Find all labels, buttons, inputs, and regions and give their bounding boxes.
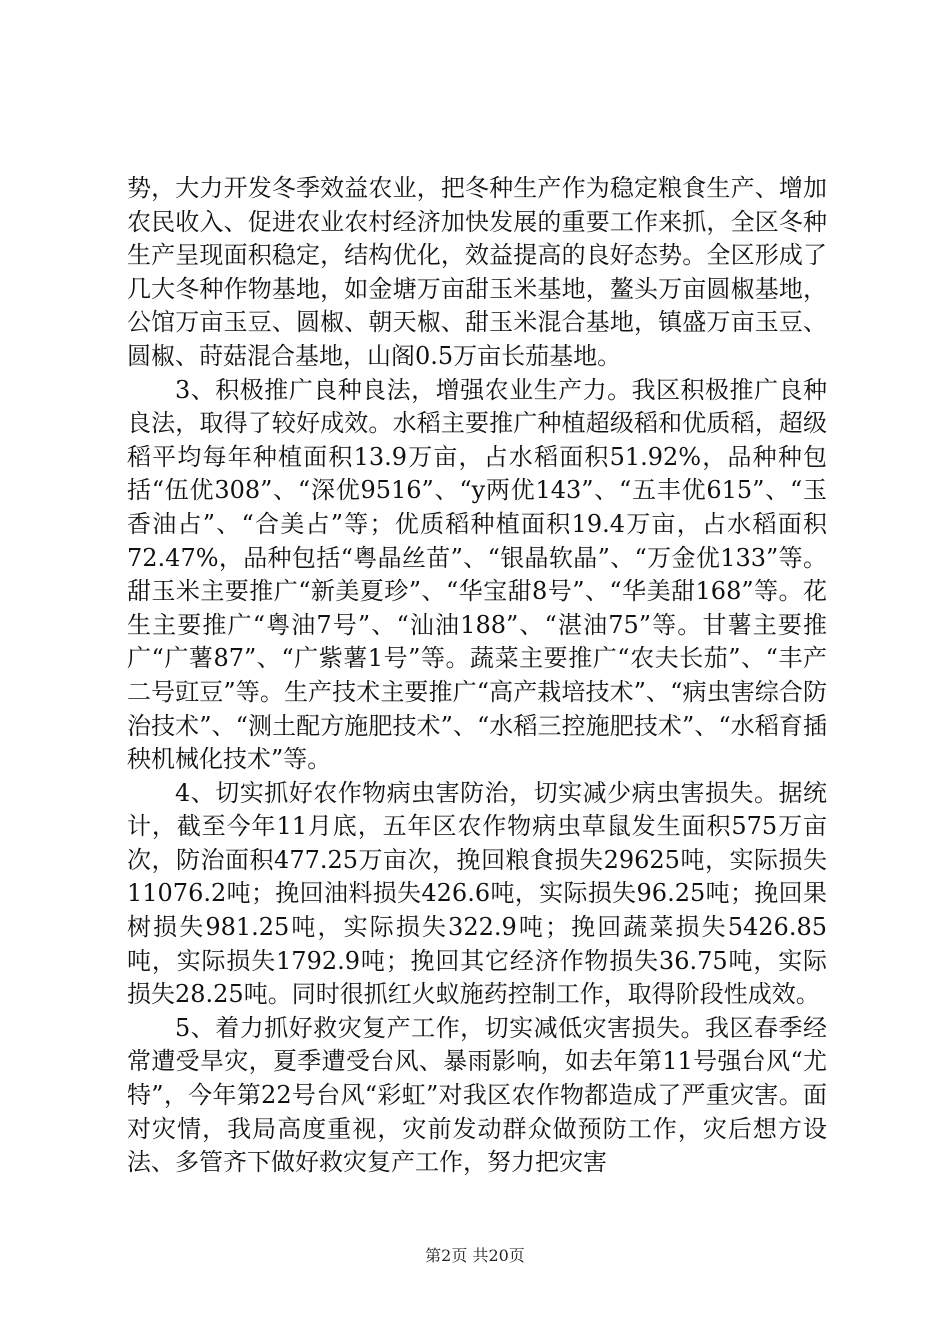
page-number-footer: 第2页 共20页 — [425, 1246, 525, 1265]
paragraph-pest-control: 4、切实抓好农作物病虫害防治，切实减少病虫害损失。据统计，截至今年11月底，五年区农作物病虫草鼠发生面积575万亩次，防治面积477.25万亩次，挽回粮食损失29625吨，实际损失11076.2吨；挽回油料损失426.6吨，实际损失96.25吨；挽回果树损失981.25吨，实际损失322.9吨；挽回蔬菜损失5426.85吨，实际损失1792.9吨；挽回其它经济作物损失36.75吨，实际损失28.25吨。同时很抓红火蚁施药控制工作，取得阶段性成效。 — [127, 778, 827, 1009]
document-body — [127, 172, 827, 1180]
paragraph-continuation: 势，大力开发冬季效益农业，把冬种生产作为稳定粮食生产、增加农民收入、促进农业农村经济加快发展的重要工作来抓，全区冬种生产呈现面积稳定，结构优化，效益提高的良好态势。全区形成了几大冬种作物基地，如金塘万亩甜玉米基地，鳌头万亩圆椒基地，公馆万亩玉豆、圆椒、朝天椒、甜玉米混合基地，镇盛万亩玉豆、圆椒、莳菇混合基地，山阁0.5万亩长茄基地。 — [127, 174, 827, 370]
paragraph-disaster-relief: 5、着力抓好救灾复产工作，切实减低灾害损失。我区春季经常遭受旱灾，夏季遭受台风、暴雨影响，如去年第11号强台风“尤特”，今年第22号台风“彩虹”对我区农作物都造成了严重灾害。面对灾情，我局高度重视，灾前发动群众做预防工作，灾后想方设法、多管齐下做好救灾复产工作，努力把灾害 — [127, 1013, 827, 1177]
paragraph-seed-promotion: 3、积极推广良种良法，增强农业生产力。我区积极推广良种良法，取得了较好成效。水稻主要推广种植超级稻和优质稻，超级稻平均每年种植面积13.9万亩，占水稻面积51.92%，品种种包括“伍优308”、“深优9516”、“y两优143”、“五丰优615”、“玉香油占”、“合美占”等；优质稻种植面积19.4万亩，占水稻面积72.47%，品种包括“粤晶丝苗”、“银晶软晶”、“万金优133”等。甜玉米主要推广“新美夏珍”、“华宝甜8号”、“华美甜168”等。花生主要推广“粤油7号”、“汕油188”、“湛油75”等。甘薯主要推广“广薯87”、“广紫薯1号”等。蔬菜主要推广“农夫长茄”、“丰产二号豇豆”等。生产技术主要推广“高产栽培技术”、“病虫害综合防治技术”、“测土配方施肥技术”、“水稻三控施肥技术”、“水稻育插秧机械化技术”等。 — [127, 375, 827, 774]
